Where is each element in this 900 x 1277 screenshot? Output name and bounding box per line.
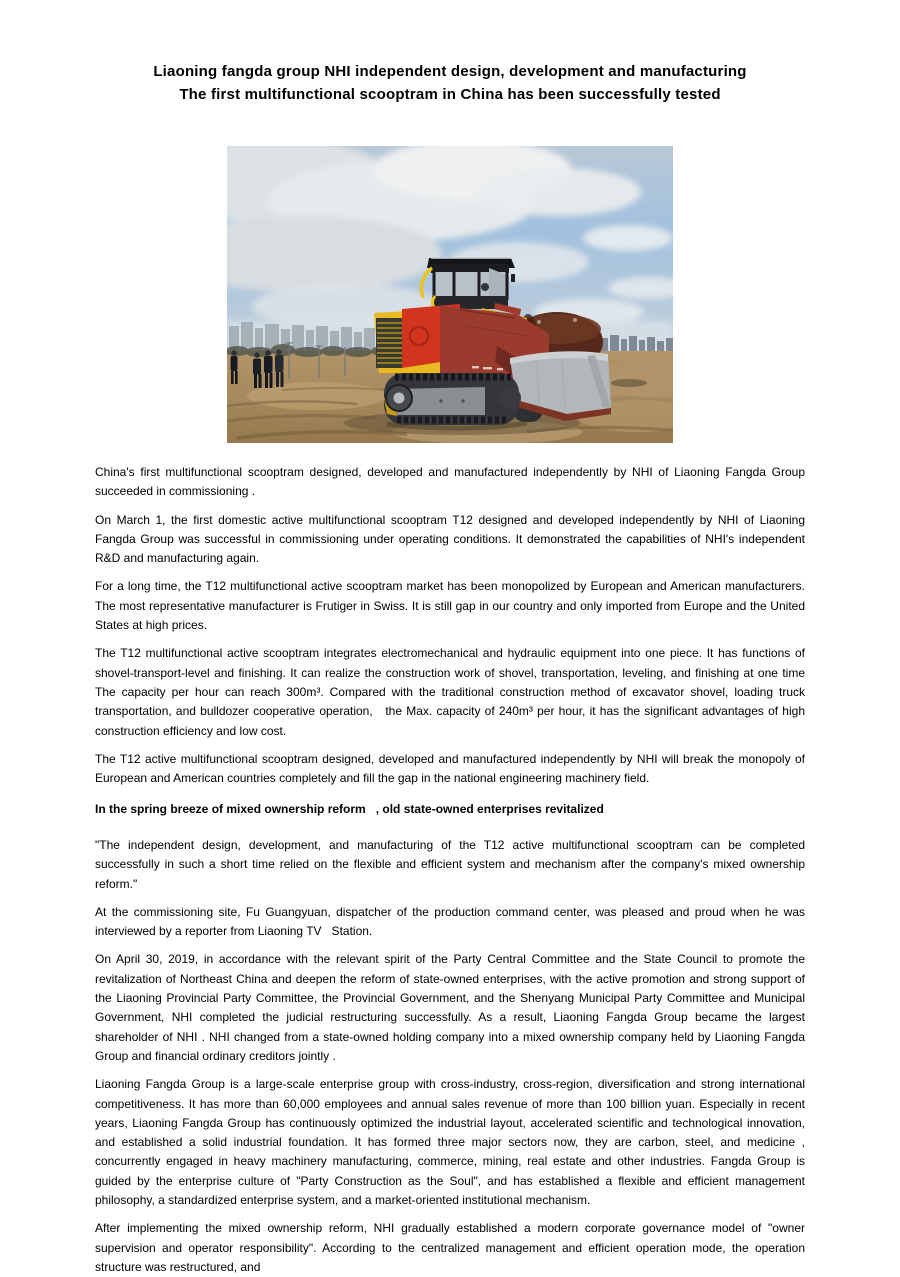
paragraph: On April 30, 2019, in accordance with the relevant spirit of the Party Central Committee and the State Council to promote the revitalization of Northeast China and deepen the reform of state-owned enterprises, with the active promotion and strong support of the Liaoning Provincial Party Committee, the Provincial Government, and the Shenyang Municipal Party Committee and Municipal Government, NHI completed the judicial restructuring successfully. As a result, Liaoning Fangda Group became the largest shareholder of NHI . NHI changed from a state-owned holding company into a mixed ownership company held by Liaoning Fangda Group and financial ordinary creditors jointly . xyxy=(95,952,805,1063)
mirror xyxy=(511,274,515,282)
article-title-line1: Liaoning fangda group NHI independent design, development and manufacturing xyxy=(153,63,747,80)
article-title-line2: The first multifunctional scooptram in China has been successfully tested xyxy=(179,86,721,103)
paragraph: Liaoning Fangda Group is a large-scale enterprise group with cross-industry, cross-region, diversification and strong international competitiveness. It has more than 60,000 employees and annual sales revenue of more than 100 billion yuan. Especially in recent years, Liaoning Fangda Group has continuously optimized the industrial layout, accelerated scientific and technological innovation, and established a solid industrial foundation. It has formed three major sectors now, they are carbon, steel, and medicine , concurrently engaged in heavy machinery manufacturing, commerce, mining, real estate and other industries. Fangda Group is guided by the enterprise culture of "Party Construction as the Soul", and has established a flexible and efficient management philosophy, a standardized enterprise system, and a market-oriented institutional mechanism. xyxy=(95,1077,805,1207)
paragraph: The T12 multifunctional active scooptram integrates electromechanical and hydraulic equipment into one piece. It has functions of shovel-transport-level and finishing. It can realize the construction work of shovel, transportation, leveling, and finishing at one time The capacity per hour can reach 300m³. Compared with the traditional construction method of excavator shovel, loading truck transportation, and bulldozer cooperative operation, the Max. capacity of 240m³ per hour, it has the significant advantages of high construction efficiency and low cost. xyxy=(95,646,805,738)
paragraph: The T12 active multifunctional scooptram designed, developed and manufactured independently by NHI will break the monopoly of European and American countries completely and fill the gap in the national engineering machinery field. xyxy=(95,751,805,786)
paragraph: At the commissioning site, Fu Guangyuan, dispatcher of the production command center, was pleased and proud when he was interviewed by a reporter from Liaoning TV Station. xyxy=(95,904,805,939)
paragraph: "The independent design, development, and manufacturing of the T12 active multifunctional scooptram can be completed successfully in such a short time relied on the flexible and efficient system and mechanism after the company's mixed ownership reform." xyxy=(95,837,805,891)
paragraph: After implementing the mixed ownership reform, NHI gradually established a modern corporate governance model of "owner supervision and operator responsibility". According to the centralized management and efficient operation mode, the operation structure was restructured, and xyxy=(95,1221,805,1274)
article-photo xyxy=(227,146,673,443)
cab xyxy=(421,258,515,310)
paragraph: On March 1, the first domestic active multifunctional scooptram T12 designed and developed independently by NHI of Liaoning Fangda Group was successful in commissioning under operating conditions. It demonstrated the capabilities of NHI's independent R&D and manufacturing again. xyxy=(95,512,805,566)
track-assembly xyxy=(384,373,521,425)
paragraph: For a long time, the T12 multifunctional active scooptram market has been monopolized by European and American manufacturers. The most representative manufacturer is Frutiger in Swiss. It is still gap in our country and only imported from Europe and the United States at high prices. xyxy=(95,579,805,633)
article-title xyxy=(95,60,805,106)
paragraph: China's first multifunctional scooptram designed, developed and manufactured independently by NHI of Liaoning Fangda Group succeeded in commissioning . xyxy=(95,465,805,499)
scooptram-photo-illustration xyxy=(227,146,673,443)
operator-silhouette xyxy=(481,283,489,291)
section-heading: In the spring breeze of mixed ownership reform , old state-owned enterprises revitalized xyxy=(95,802,604,817)
